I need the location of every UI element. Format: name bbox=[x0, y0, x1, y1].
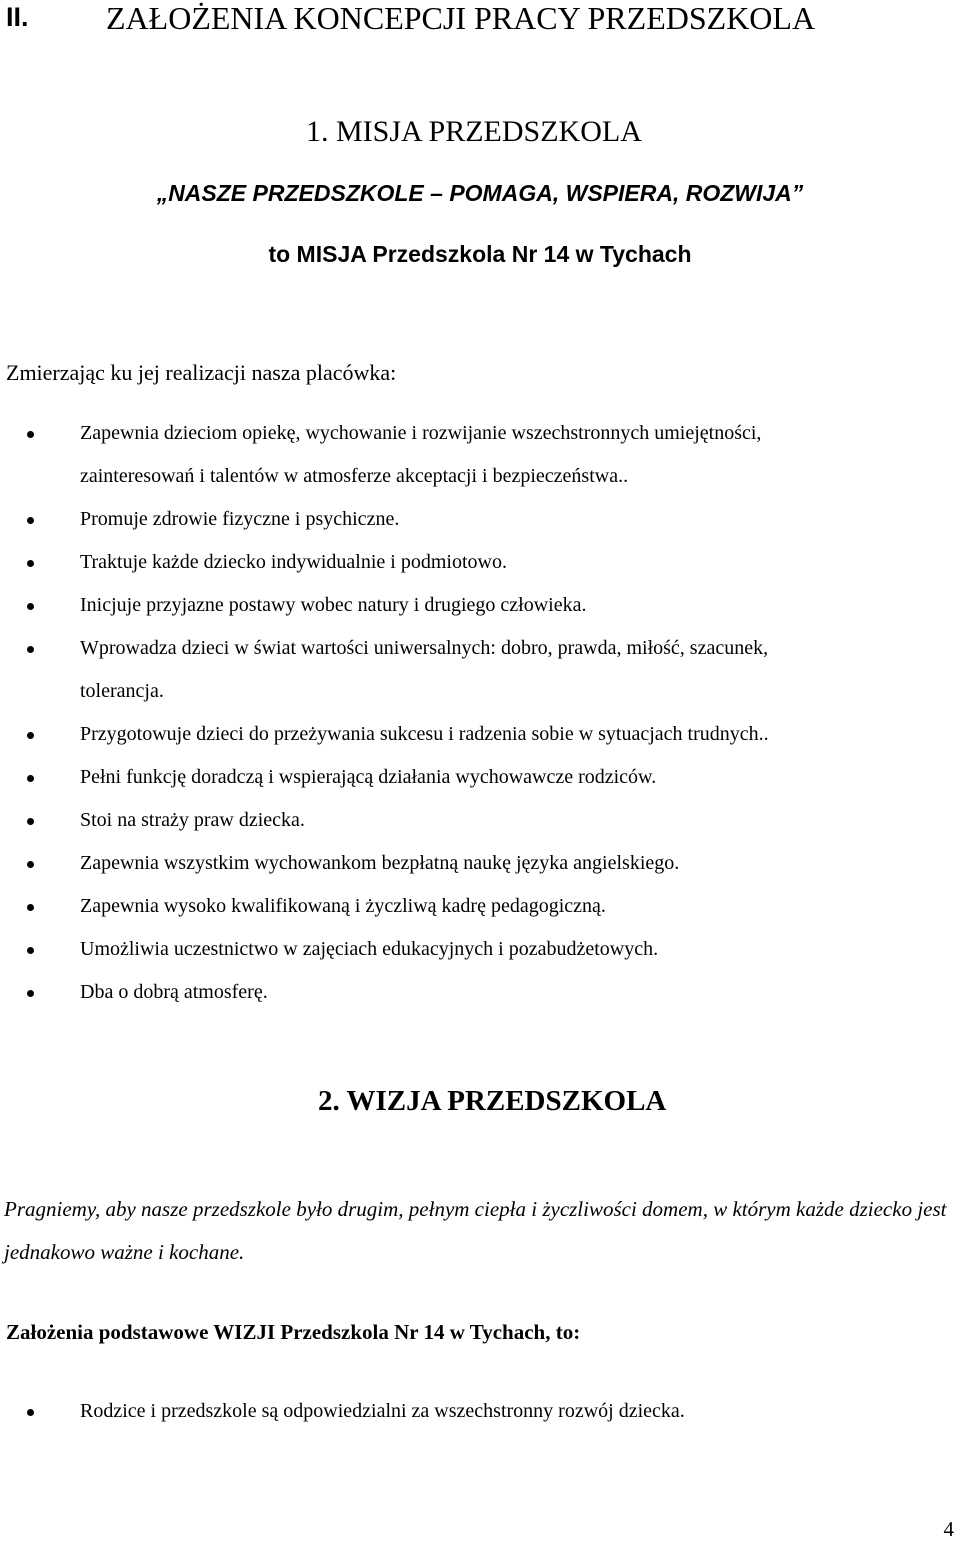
bullet-icon bbox=[27, 517, 34, 524]
list-item-text: Traktuje każde dziecko indywidualnie i podmiotowo. bbox=[80, 551, 507, 573]
mission-heading: 1. MISJA PRZEDSZKOLA bbox=[306, 115, 642, 148]
list-item bbox=[0, 498, 960, 541]
bullet-icon bbox=[27, 603, 34, 610]
vision-statement: Pragniemy, aby nasze przedszkole było drugim, pełnym ciepła i życzliwości domem, w którym każde dziecko jest jednakowo ważne i kochane. bbox=[4, 1197, 947, 1264]
list-item-text: Promuje zdrowie fizyczne i psychiczne. bbox=[80, 508, 400, 530]
mission-list bbox=[0, 412, 960, 1014]
mission-motto: „NASZE PRZEDSZKOLE – POMAGA, WSPIERA, ROZWIJA” bbox=[156, 180, 804, 206]
list-item-text: zainteresowań i talentów w atmosferze akceptacji i bezpieczeństwa.. bbox=[80, 465, 629, 487]
list-item-text: Pełni funkcję doradczą i wspierającą działania wychowawcze rodziców. bbox=[80, 766, 657, 788]
list-item-continuation bbox=[0, 670, 960, 713]
list-item bbox=[0, 541, 960, 584]
list-item bbox=[0, 756, 960, 799]
bullet-icon bbox=[27, 818, 34, 825]
list-item bbox=[0, 885, 960, 928]
list-item-text: Inicjuje przyjazne postawy wobec natury i drugiego człowieka. bbox=[80, 594, 587, 616]
bullet-icon bbox=[27, 646, 34, 653]
vision-basis-heading: Założenia podstawowe WIZJI Przedszkola Nr 14 w Tychach, to: bbox=[6, 1320, 581, 1344]
bullet-icon bbox=[27, 861, 34, 868]
mission-intro: Zmierzając ku jej realizacji nasza placówka: bbox=[6, 360, 397, 385]
list-item-text: Wprowadza dzieci w świat wartości uniwersalnych: dobro, prawda, miłość, szacunek, bbox=[80, 637, 769, 659]
list-item bbox=[0, 627, 960, 670]
bullet-icon bbox=[27, 947, 34, 954]
list-item bbox=[0, 928, 960, 971]
section-number: II. bbox=[6, 2, 29, 32]
bullet-icon bbox=[27, 1409, 34, 1416]
list-item bbox=[0, 412, 960, 455]
vision-heading: 2. WIZJA PRZEDSZKOLA bbox=[318, 1085, 667, 1117]
list-item-text: Zapewnia wszystkim wychowankom bezpłatną naukę języka angielskiego. bbox=[80, 852, 680, 874]
bullet-icon bbox=[27, 431, 34, 438]
list-item bbox=[0, 799, 960, 842]
section-title: ZAŁOŻENIA KONCEPCJI PRACY PRZEDSZKOLA bbox=[106, 0, 816, 36]
page-number: 4 bbox=[943, 1517, 954, 1541]
list-item bbox=[0, 1390, 960, 1433]
list-item-text: Umożliwia uczestnictwo w zajęciach edukacyjnych i pozabudżetowych. bbox=[80, 938, 659, 960]
list-item-text: Rodzice i przedszkole są odpowiedzialni za wszechstronny rozwój dziecka. bbox=[80, 1400, 685, 1422]
list-item-continuation bbox=[0, 455, 960, 498]
bullet-icon bbox=[27, 560, 34, 567]
list-item-text: Przygotowuje dzieci do przeżywania sukcesu i radzenia sobie w sytuacjach trudnych.. bbox=[80, 723, 769, 745]
vision-list bbox=[0, 1390, 960, 1433]
list-item bbox=[0, 842, 960, 885]
list-item bbox=[0, 971, 960, 1014]
bullet-icon bbox=[27, 732, 34, 739]
list-item bbox=[0, 713, 960, 756]
bullet-icon bbox=[27, 775, 34, 782]
list-item-text: Zapewnia dzieciom opiekę, wychowanie i rozwijanie wszechstronnych umiejętności, bbox=[80, 422, 762, 444]
list-item-text: tolerancja. bbox=[80, 680, 164, 702]
list-item-text: Zapewnia wysoko kwalifikowaną i życzliwą kadrę pedagogiczną. bbox=[80, 895, 606, 917]
bullet-icon bbox=[27, 904, 34, 911]
bullet-icon bbox=[27, 990, 34, 997]
list-item bbox=[0, 584, 960, 627]
list-item-text: Dba o dobrą atmosferę. bbox=[80, 981, 268, 1003]
mission-subtitle: to MISJA Przedszkola Nr 14 w Tychach bbox=[268, 241, 692, 267]
list-item-text: Stoi na straży praw dziecka. bbox=[80, 809, 305, 831]
